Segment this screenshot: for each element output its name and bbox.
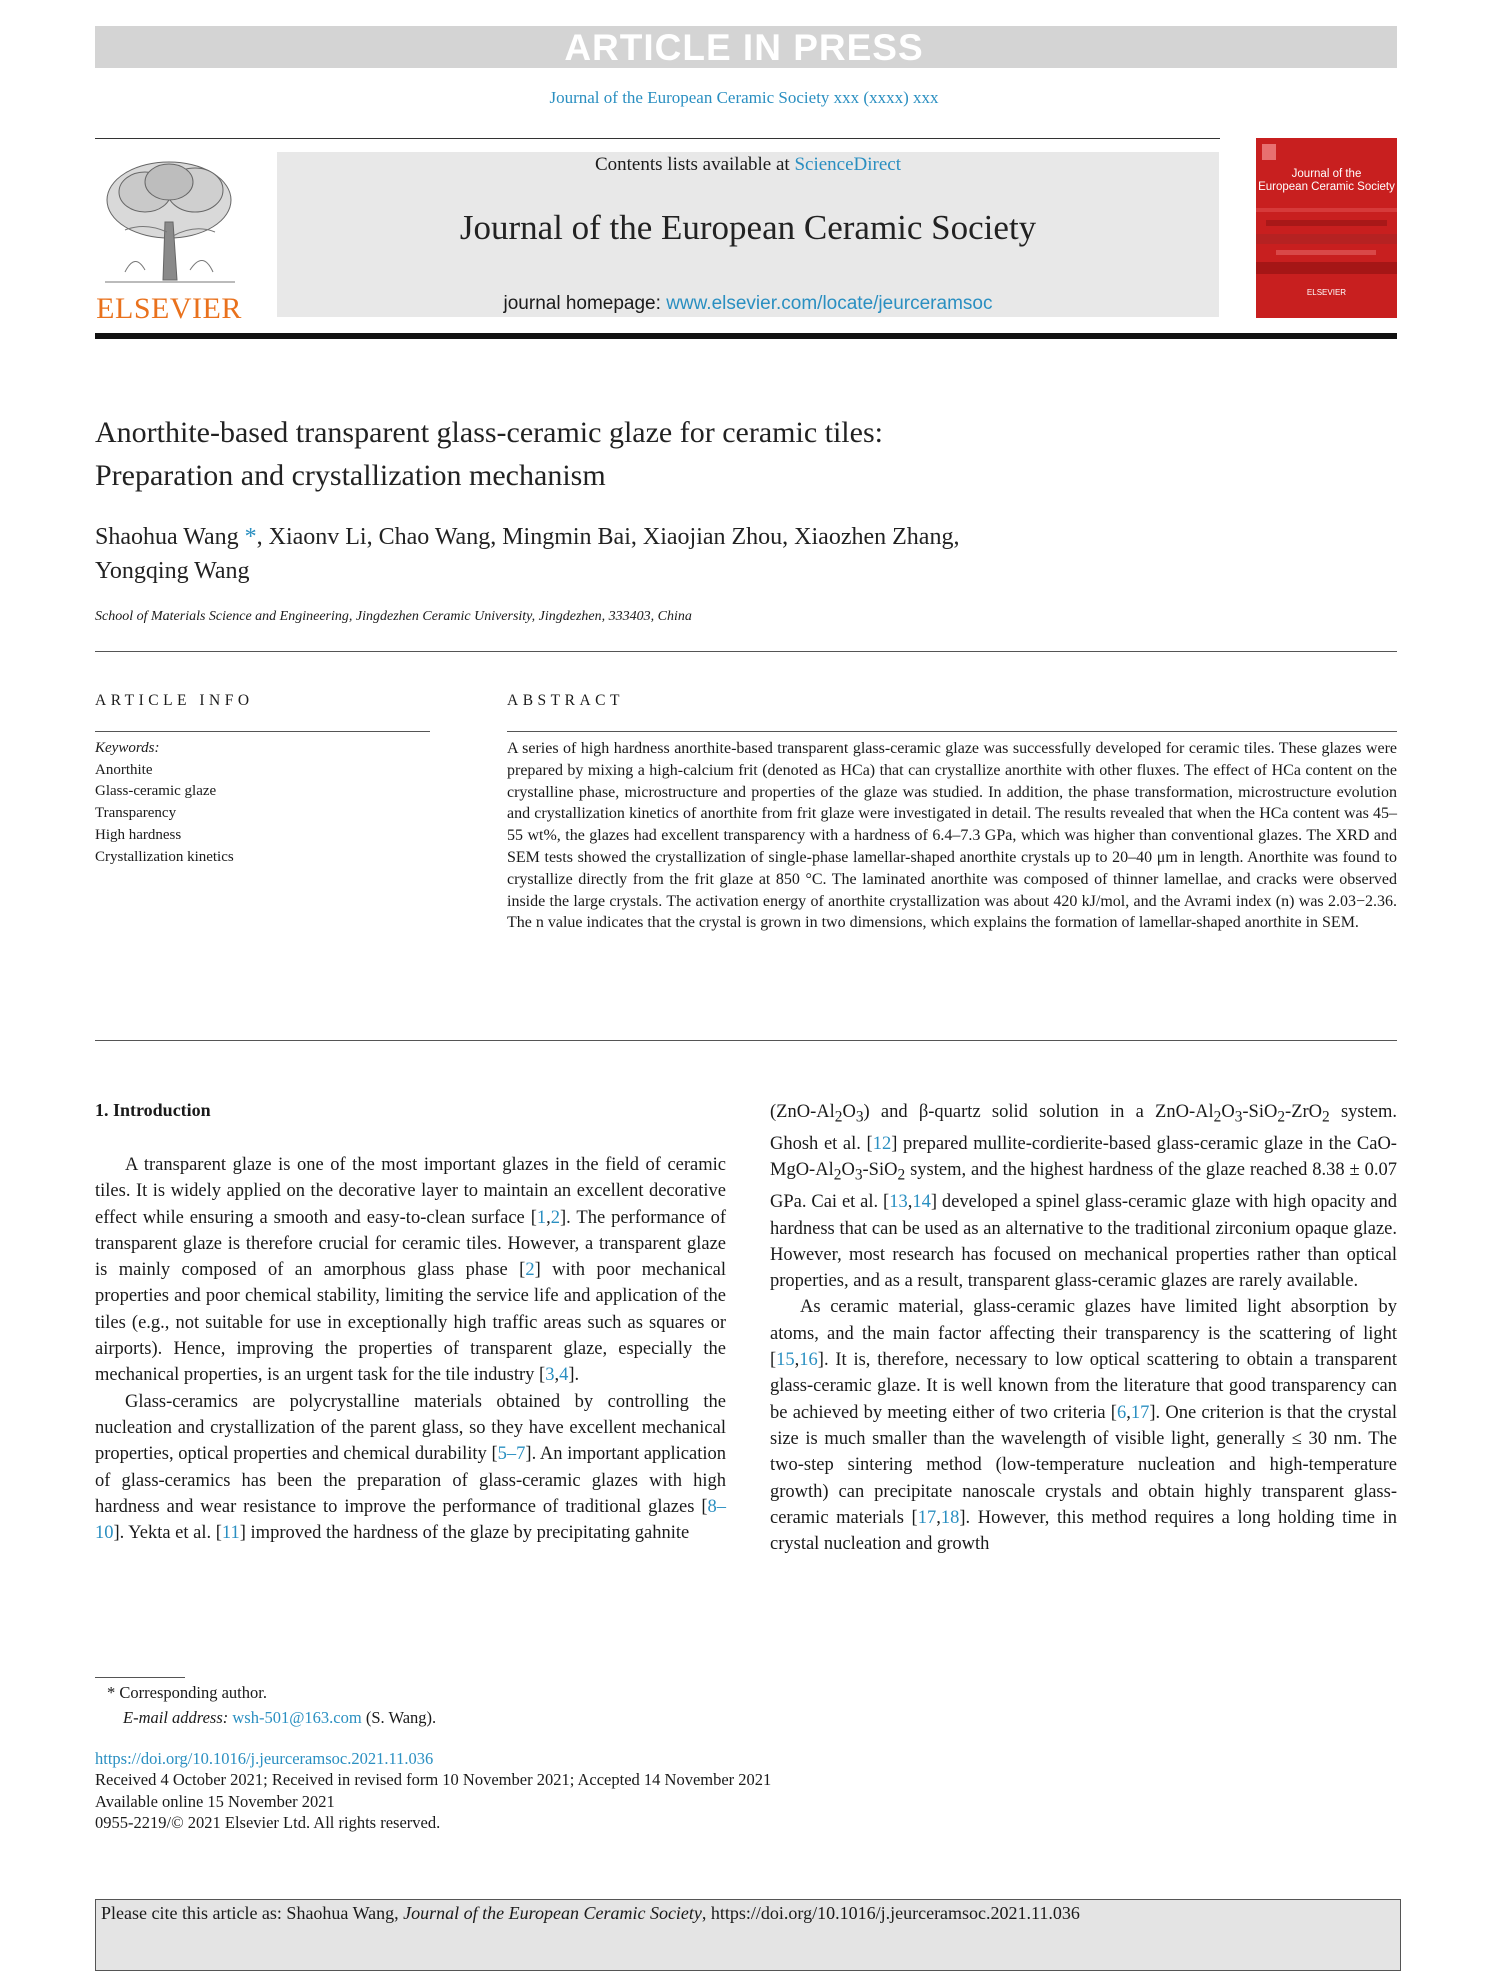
ref-link[interactable]: 1	[536, 1207, 547, 1228]
abstract-heading: ABSTRACT	[507, 692, 624, 709]
ref-link[interactable]: 18	[940, 1507, 960, 1528]
ref-link[interactable]: 4	[559, 1365, 569, 1386]
journal-running-head: Journal of the European Ceramic Society xxx (xxxx) xxx	[549, 88, 939, 107]
ref-link[interactable]: 14	[912, 1192, 931, 1213]
keyword-item: Glass-ceramic glaze	[95, 783, 217, 800]
section-heading-introduction: 1. Introduction	[95, 1100, 211, 1120]
ref-link[interactable]: 6	[1116, 1402, 1127, 1423]
ref-link[interactable]: 11	[221, 1523, 240, 1544]
corresponding-author-mark[interactable]: *	[244, 524, 257, 550]
ref-link[interactable]: 17	[917, 1507, 937, 1528]
article-title-line-2: Preparation and crystallization mechanism	[95, 459, 606, 492]
body-column-right	[770, 1099, 1397, 1557]
corresponding-author-note: * Corresponding author.	[107, 1683, 267, 1702]
keywords-label: Keywords:	[95, 740, 160, 756]
cite-text: Please cite this article as: Shaohua Wang, Journal of the European Ceramic Society, https://doi.org/10.1016/j.jeurceramsoc.2021.11.036	[101, 1903, 1080, 1923]
separator-rule	[95, 1040, 1397, 1041]
article-info-rule	[95, 731, 430, 732]
ref-link[interactable]: 16	[799, 1350, 818, 1371]
paragraph: As ceramic material, glass-ceramic glazes have limited light absorption by atoms, and the main factor affecting their transparency is the scattering of light [15,16]. It is, therefore, necessary to low optical scattering to obtain a transparent glass-ceramic glaze. It is well known from the literature that good transparency can be achieved by meeting either of two criteria [6,17]. One criterion is that the crystal size is much smaller than the wavelength of visible light, generally ≤ 30 nm. The two-step sintering method (low-temperature nucleation and high-temperature growth) can precipitate nanoscale crystals and obtain highly transparent glass-ceramic materials [17,18]. However, this method requires a long holding time in crystal nucleation and growth	[770, 1297, 1398, 1555]
ref-link[interactable]: 2	[525, 1260, 535, 1281]
publication-history	[95, 1748, 771, 1833]
body-column-left	[95, 1152, 726, 1546]
contents-available-line	[277, 154, 1219, 176]
available-online: Available online 15 November 2021	[95, 1791, 335, 1811]
ref-link[interactable]: 17	[1130, 1402, 1150, 1423]
keyword-item: Crystallization kinetics	[95, 848, 234, 865]
ref-link[interactable]: 13	[889, 1192, 908, 1213]
authors-rest: , Xiaonv Li, Chao Wang, Mingmin Bai, Xiaojian Zhou, Xiaozhen Zhang,	[256, 524, 960, 550]
email-label: E-mail address:	[123, 1708, 229, 1727]
cover-title-line-2: European Ceramic Society	[1258, 181, 1395, 193]
ref-link[interactable]: 5–7	[497, 1444, 526, 1465]
author-corresponding: Shaohua Wang	[95, 524, 239, 550]
keywords-block	[95, 738, 415, 868]
paragraph: Glass-ceramics are polycrystalline materials obtained by controlling the nucleation and crystallization of the parent glass, so they have excellent mechanical properties, optical properties and chemical durability [5–7]. An important application of glass-ceramics has been the preparation of glass-ceramic glazes with high hardness and wear resistance to improve the performance of traditional glazes [8–10]. Yekta et al. [11] improved the hardness of the glaze by precipitating gahnite	[95, 1391, 727, 1544]
ref-link[interactable]: 2	[550, 1207, 560, 1228]
cover-title	[1256, 168, 1397, 194]
elsevier-wordmark: ELSEVIER	[96, 292, 242, 325]
paragraph: $(ZnO-Al_2O_3)$ and β-quartz solid solution in a ZnO-$Al_2O_3-SiO_2-ZrO_2$ system. Ghosh et al. [12] prepared mullite-cordierite-based glass-ceramic glaze in the CaO-$MgO-Al_2O_3-SiO_2$ system, and the highest hardness of the glaze reached 8.38 ± 0.07 GPa. Cai et al. [13,14] developed a spinel glass-ceramic glaze with high opacity and hardness that can be used as an alternative to the traditional zirconium opaque glaze. However, most research has focused on mechanical properties rather than optical properties, and as a result, transparent glass-ceramic glazes are rarely available.	[770, 1102, 1397, 1292]
keyword-item: Transparency	[95, 805, 177, 822]
keyword-item: High hardness	[95, 826, 182, 843]
homepage-prefix: journal homepage:	[503, 293, 667, 314]
journal-title: Journal of the European Ceramic Society	[459, 208, 1037, 247]
doi-link[interactable]: https://doi.org/10.1016/j.jeurceramsoc.2021.11.036	[95, 1749, 434, 1768]
article-title-line-1: Anorthite-based transparent glass-ceramic glaze for ceramic tiles:	[95, 416, 883, 449]
received-dates: Received 4 October 2021; Received in revised form 10 November 2021; Accepted 14 November 2021	[95, 1770, 772, 1790]
journal-homepage-link[interactable]: www.elsevier.com/locate/jeurceramsoc	[666, 293, 993, 314]
ref-link[interactable]: 8–10	[95, 1496, 726, 1544]
abstract-rule	[507, 731, 1397, 732]
header-rule	[95, 138, 1220, 139]
ref-link[interactable]: 12	[872, 1133, 892, 1154]
email-link[interactable]: wsh-501@163.com	[232, 1708, 362, 1727]
affiliation: School of Materials Science and Engineering, Jingdezhen Ceramic University, Jingdezhen, 333403, China	[95, 609, 692, 624]
tree-logo-graphic	[95, 152, 243, 292]
author-list	[95, 520, 1295, 588]
ref-link[interactable]: 3	[545, 1365, 555, 1386]
email-note: E-mail address: wsh-501@163.com (S. Wang).	[123, 1708, 437, 1727]
paragraph: A transparent glaze is one of the most important glazes in the field of ceramic tiles. It is widely applied on the decorative layer to maintain an excellent decorative effect while ensuring a smooth and easy-to-clean surface [1,2]. The performance of transparent glaze is therefore crucial for ceramic tiles. However, a transparent glaze is mainly composed of an amorphous glass phase [2] with poor mechanical properties and poor chemical stability, limiting the service life and application of the tiles (e.g., not suitable for use in exceptionally high traffic areas such as squares or airports). Hence, improving the properties of transparent glaze, especially the mechanical properties, is an urgent task for the tile industry [3,4].	[95, 1155, 726, 1386]
article-info-heading: ARTICLE INFO	[95, 692, 254, 709]
cover-publisher: ELSEVIER	[1306, 288, 1347, 297]
cover-title-line-1: Journal of the	[1291, 168, 1362, 180]
separator-rule	[95, 651, 1397, 652]
contents-prefix: Contents lists available at	[594, 154, 795, 175]
journal-homepage-line	[277, 293, 1219, 315]
article-title	[95, 411, 1295, 497]
footnote-rule	[95, 1677, 185, 1678]
abstract-text: A series of high hardness anorthite-based transparent glass-ceramic glaze was successfully developed for ceramic tiles. These glazes were prepared by mixing a high-calcium frit (denoted as HCa) that can crystallize anorthite with other fluxes. The effect of HCa content on the crystalline phase, microstructure and properties of the glaze was studied. In addition, the phase transformation, microstructure evolution and crystallization kinetics of anorthite from frit glaze were investigated in detail. The results revealed that when the HCa content was 45–55 wt%, the glazes had excellent transparency with a hardness of 6.4–7.3 GPa, which was higher than conventional glazes. The XRD and SEM tests showed the crystallization of single-phase lamellar-shaped anorthite crystals up to 20–40 μm in length. Anorthite was found to crystallize directly from the frit glaze at 850 °C. The laminated anorthite was composed of thinner lamellae, and cracks were observed inside the large crystals. The activation energy of anorthite crystallization was about 420 kJ/mol, and the Avrami index (n) was 2.03−2.36. The n value indicates that the crystal is grown in two dimensions, which explains the formation of lamellar-shaped anorthite in SEM.	[507, 740, 1397, 932]
authors-line-2: Yongqing Wang	[95, 558, 250, 584]
ref-link[interactable]: 15	[776, 1350, 795, 1371]
cite-journal: Journal of the European Ceramic Society	[403, 1903, 702, 1923]
footnote-mark: *	[107, 1683, 116, 1702]
article-in-press-label: ARTICLE IN PRESS	[564, 27, 924, 68]
copyright-line: 0955-2219/© 2021 Elsevier Ltd. All rights reserved.	[95, 1812, 441, 1832]
keyword-item: Anorthite	[95, 761, 153, 778]
sciencedirect-link[interactable]: ScienceDirect	[794, 154, 902, 175]
authors-line-1	[95, 520, 1295, 554]
header-thick-rule	[95, 333, 1397, 339]
